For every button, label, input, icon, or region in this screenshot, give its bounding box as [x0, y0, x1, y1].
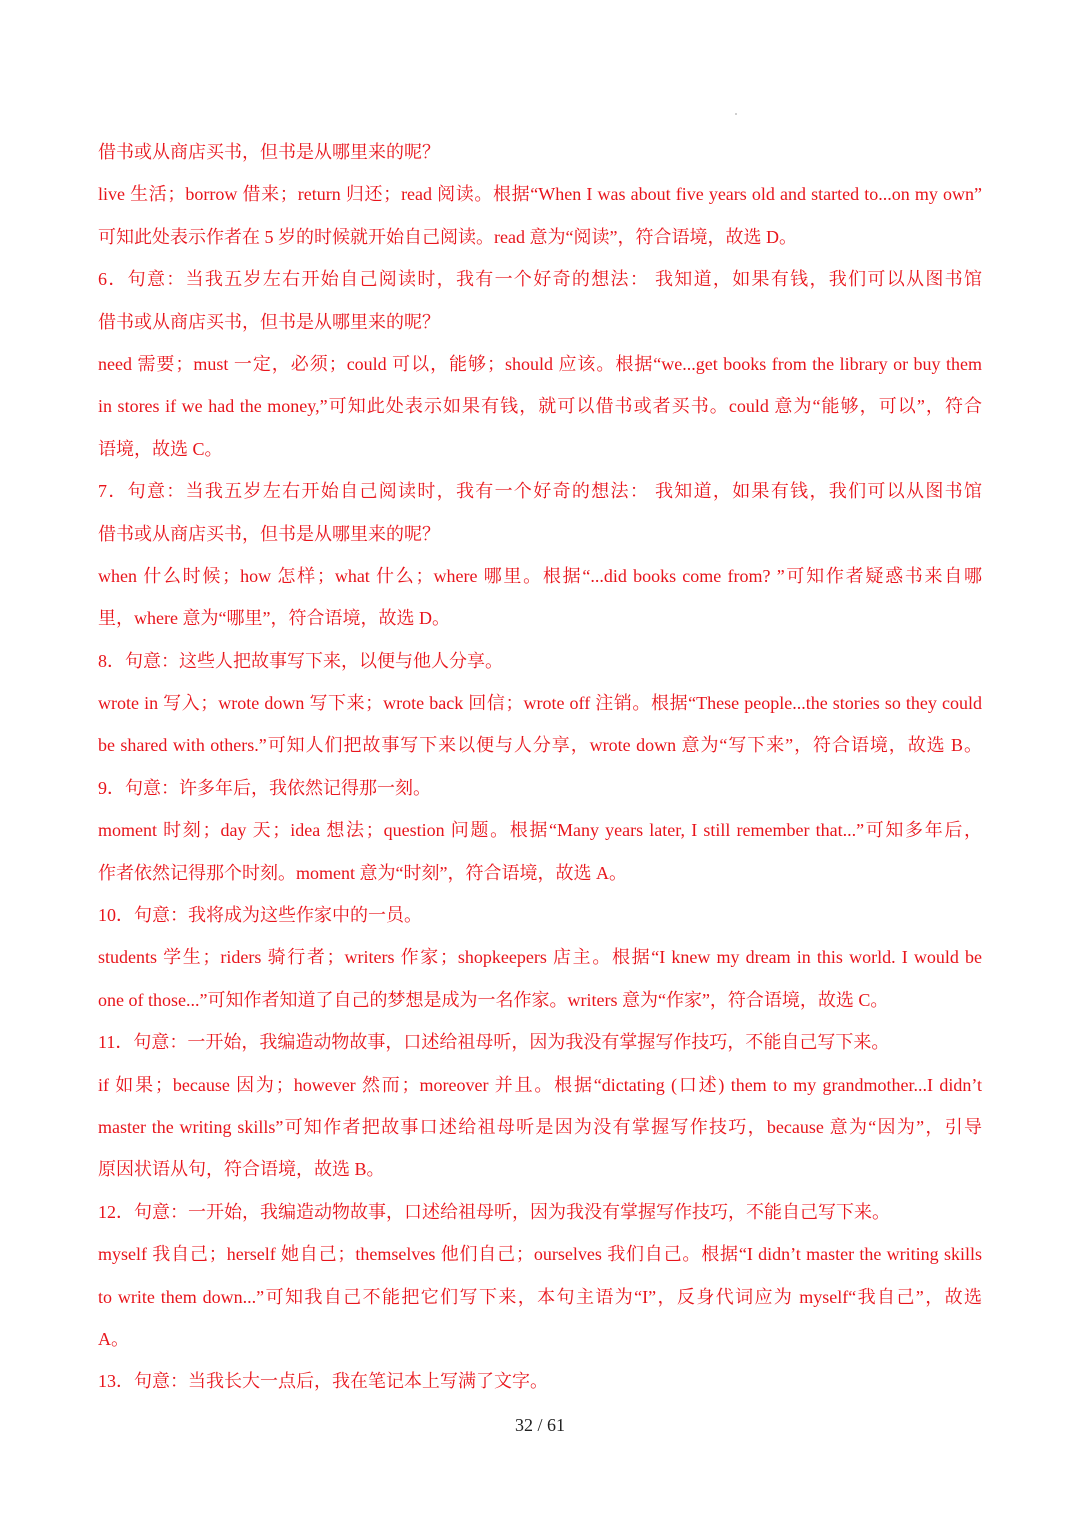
page-number: 32 / 61 — [514, 1415, 565, 1435]
text-line: 6．句意：当我五岁左右开始自己阅读时，我有一个好奇的想法： 我知道，如果有钱，我们可以从图书馆 — [98, 269, 982, 290]
text-line: 8．句意：这些人把故事写下来，以便与他人分享。 — [98, 650, 503, 671]
text-line: students 学生；riders 骑行者；writers 作家；shopkeepers 店主。根据“I knew my dream in this world. I would be — [98, 947, 982, 968]
text-line: wrote in 写入；wrote down 写下来；wrote back 回信；wrote off 注销。根据“These people...the stories so they could — [98, 693, 982, 714]
text-line: live 生活；borrow 借来；return 归还；read 阅读。根据“When I was about five years old and started to...on my own” — [98, 184, 982, 205]
text-line: 语境，故选 C。 — [98, 438, 223, 459]
text-line: 12．句意：一开始，我编造动物故事，口述给祖母听，因为我没有掌握写作技巧，不能自己写下来。 — [98, 1201, 890, 1222]
text-line: 里，where 意为“哪里”，符合语境，故选 D。 — [98, 608, 450, 629]
text-line: 7．句意：当我五岁左右开始自己阅读时，我有一个好奇的想法： 我知道，如果有钱，我们可以从图书馆 — [98, 481, 982, 502]
text-line: master the writing skills”可知作者把故事口述给祖母听是因为没有掌握写作技巧，because 意为“因为”，引导 — [98, 1116, 982, 1137]
text-line: in stores if we had the money,”可知此处表示如果有钱，就可以借书或者买书。could 意为“能够，可以”，符合 — [98, 396, 982, 417]
text-line: 借书或从商店买书，但书是从哪里来的呢？ — [98, 311, 440, 332]
text-line: 原因状语从句，符合语境，故选 B。 — [98, 1159, 385, 1180]
text-line: myself 我自己；herself 她自己；themselves 他们自己；ourselves 我们自己。根据“I didn’t master the writing skills — [98, 1244, 982, 1265]
text-line: be shared with others.”可知人们把故事写下来以便与人分享，wrote down 意为“写下来”，符合语境，故选 B。 — [98, 735, 982, 756]
answer-explanations — [98, 131, 982, 1403]
text-line: 借书或从商店买书，但书是从哪里来的呢？ — [98, 523, 440, 544]
text-line: 9．句意：许多年后，我依然记得那一刻。 — [98, 777, 431, 798]
text-line: 借书或从商店买书，但书是从哪里来的呢？ — [98, 142, 440, 162]
text-line: moment 时刻；day 天；idea 想法；question 问题。根据“Many years later, I still remember that...”可知多年后， — [98, 820, 982, 841]
text-line: when 什么时候；how 怎样；what 什么；where 哪里。根据“...did books come from? ”可知作者疑惑书来自哪 — [98, 565, 982, 586]
text-line: 作者依然记得那个时刻。moment 意为“时刻”，符合语境，故选 A。 — [98, 862, 627, 883]
text-line: A。 — [98, 1328, 129, 1349]
text-line: need 需要；must 一定，必须；could 可以，能够；should 应该。根据“we...get books from the library or buy them — [98, 353, 982, 374]
text-line: if 如果；because 因为；however 然而；moreover 并且。根据“dictating (口述) them to my grandmother...I didn’t — [98, 1074, 982, 1095]
text-line: one of those...”可知作者知道了自己的梦想是成为一名作家。writers 意为“作家”，符合语境，故选 C。 — [98, 989, 889, 1010]
text-line: 可知此处表示作者在 5 岁的时候就开始自己阅读。read 意为“阅读”，符合语境，故选 D。 — [98, 226, 797, 247]
text-line: 11．句意：一开始，我编造动物故事，口述给祖母听，因为我没有掌握写作技巧，不能自己写下来。 — [98, 1032, 890, 1053]
text-line: to write them down...”可知我自己不能把它们写下来，本句主语为“I”，反身代词应为 myself“我自己”，故选 — [98, 1286, 982, 1307]
scan-speck — [735, 113, 737, 115]
text-line: 13．句意：当我长大一点后，我在笔记本上写满了文字。 — [98, 1371, 548, 1392]
text-line: 10．句意：我将成为这些作家中的一员。 — [98, 905, 422, 926]
